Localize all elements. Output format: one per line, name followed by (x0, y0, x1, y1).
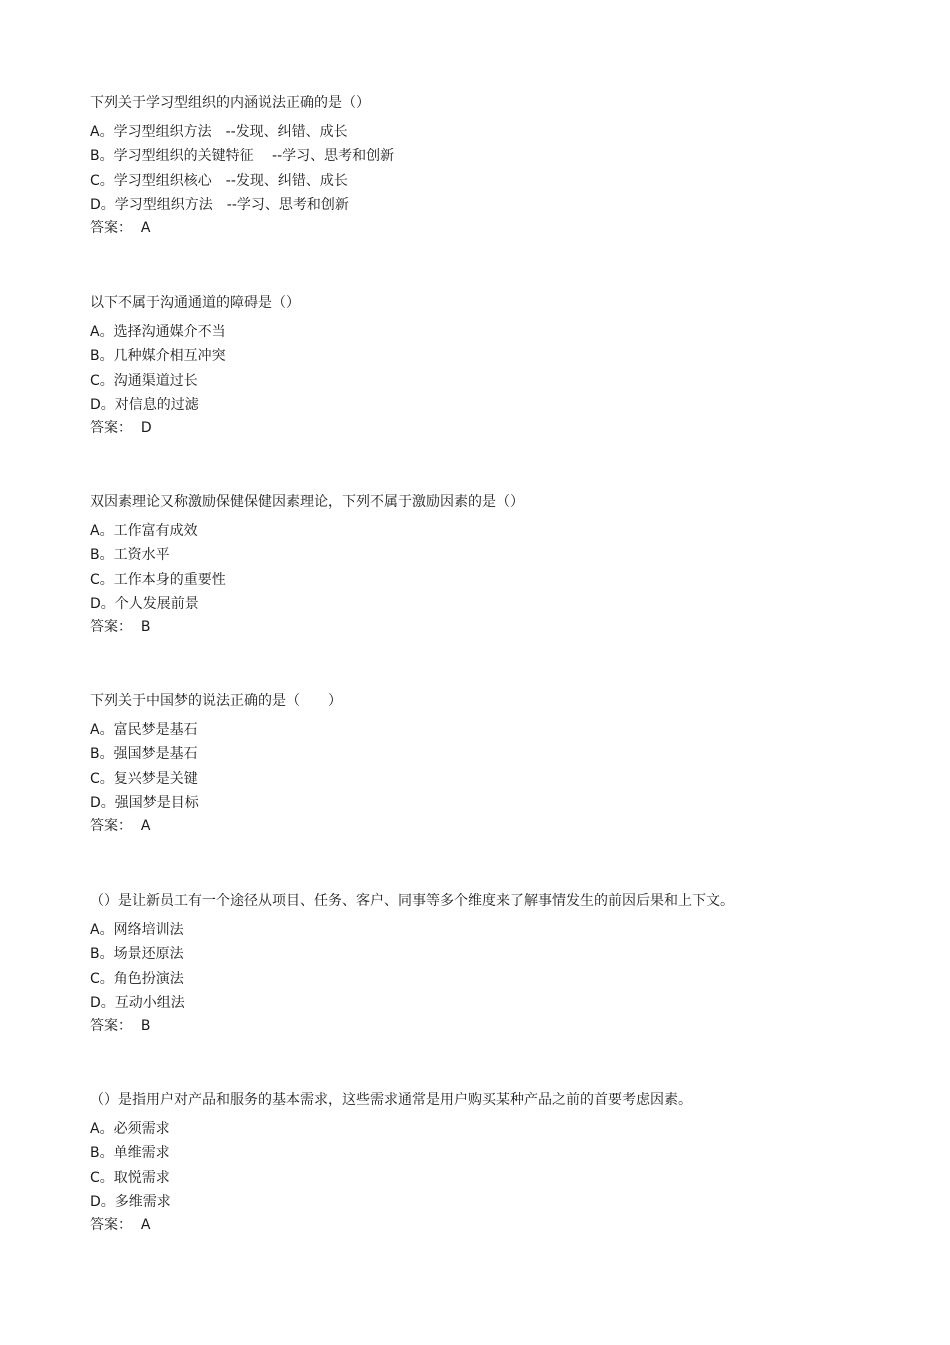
option-a: A。选择沟通媒介不当 (90, 323, 226, 340)
answer-line: 答案： D (90, 419, 152, 436)
option-c: C。取悦需求 (90, 1169, 170, 1186)
answer-line: 答案： A (90, 817, 151, 834)
option-d: D。对信息的过滤 (90, 397, 199, 413)
option-a: A。必须需求 (90, 1120, 170, 1137)
option-b: B。几种媒介相互冲突 (90, 348, 226, 364)
option-c: C。角色扮演法 (90, 970, 184, 987)
option-b: B。单维需求 (90, 1145, 170, 1161)
answer-line: 答案： A (90, 1216, 151, 1233)
question-4 (90, 689, 890, 836)
option-d: D。多维需求 (90, 1194, 171, 1210)
option-c: C。工作本身的重要性 (90, 571, 226, 588)
question-3 (90, 490, 890, 637)
option-b: B。强国梦是基石 (90, 746, 198, 762)
option-d: D。个人发展前景 (90, 596, 199, 612)
question-2 (90, 291, 890, 438)
question-stem: 双因素理论又称激励保健保健因素理论，下列不属于激励因素的是（） (90, 494, 524, 510)
answer-line: 答案： B (90, 618, 151, 635)
option-d: D。互动小组法 (90, 995, 185, 1011)
option-a: A。网络培训法 (90, 921, 184, 938)
question-stem: 以下不属于沟通通道的障碍是（） (90, 295, 300, 311)
option-c: C。学习型组织核心 --发现、纠错、成长 (90, 172, 348, 189)
answer-line: 答案： A (90, 219, 151, 236)
option-d: D。强国梦是目标 (90, 795, 199, 811)
question-stem: （）是指用户对产品和服务的基本需求，这些需求通常是用户购买某种产品之前的首要考虑因素。 (90, 1092, 692, 1108)
option-c: C。复兴梦是关键 (90, 770, 198, 787)
option-a: A。富民梦是基石 (90, 721, 198, 738)
option-a: A。学习型组织方法 --发现、纠错、成长 (90, 123, 348, 140)
option-b: B。学习型组织的关键特征 --学习、思考和创新 (90, 148, 395, 164)
option-b: B。工资水平 (90, 547, 170, 563)
question-stem: 下列关于中国梦的说法正确的是（ ） (90, 693, 342, 709)
question-5 (90, 889, 890, 1036)
question-stem: （）是让新员工有一个途径从项目、任务、客户、同事等多个维度来了解事情发生的前因后果和上下文。 (90, 893, 734, 909)
option-a: A。工作富有成效 (90, 522, 198, 539)
option-d: D。学习型组织方法 --学习、思考和创新 (90, 197, 349, 213)
question-stem: 下列关于学习型组织的内涵说法正确的是（） (90, 95, 370, 111)
question-6 (90, 1088, 890, 1235)
answer-line: 答案： B (90, 1017, 151, 1034)
option-c: C。沟通渠道过长 (90, 372, 198, 389)
option-b: B。场景还原法 (90, 946, 184, 962)
question-1 (90, 91, 890, 238)
